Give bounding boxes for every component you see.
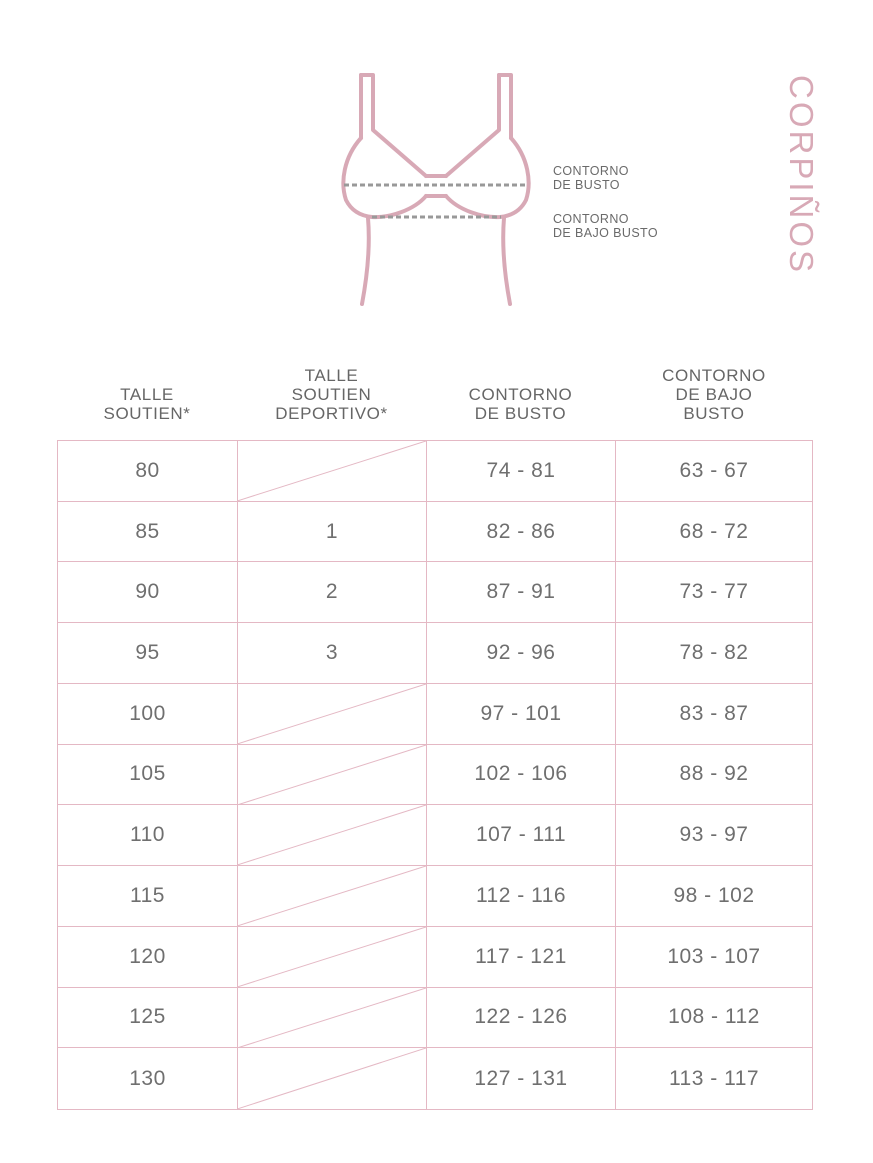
diagonal-slash <box>238 927 426 987</box>
underbust-measure-label-line: DE BAJO BUSTO <box>553 226 658 240</box>
empty-cell-slash <box>238 684 427 744</box>
header-line: TALLE <box>304 366 359 385</box>
bust-measure-label-line: DE BUSTO <box>553 178 620 192</box>
table-cell: 108 - 112 <box>668 1005 760 1029</box>
table-row <box>58 988 812 1049</box>
table-cell: 88 - 92 <box>679 762 749 786</box>
table-cell: 1 <box>238 502 427 562</box>
empty-cell-slash <box>238 988 427 1048</box>
table-cell: 100 <box>58 684 238 744</box>
header-line: DEPORTIVO* <box>275 404 388 423</box>
table-cell: 80 <box>58 441 238 501</box>
table-row <box>58 562 812 623</box>
diagonal-slash <box>238 805 426 865</box>
bust-measure-label <box>553 164 629 192</box>
table-row <box>58 684 812 745</box>
header-contorno-bajo-busto <box>615 363 813 423</box>
header-line: TALLE <box>120 385 174 404</box>
table-cell: 73 - 77 <box>679 580 749 604</box>
diagonal-slash <box>238 866 426 926</box>
table-cell: 130 <box>58 1048 238 1109</box>
empty-cell-slash <box>238 866 427 926</box>
table-cell: 90 <box>58 562 238 622</box>
table-row <box>58 502 812 563</box>
table-cell: 2 <box>238 562 427 622</box>
table-cell: 97 - 101 <box>427 684 616 744</box>
table-row <box>58 745 812 806</box>
header-line: BUSTO <box>683 404 745 423</box>
table-cell: 95 <box>58 623 238 683</box>
table-row <box>58 441 812 502</box>
table-cell: 112 - 116 <box>427 866 616 926</box>
table-cell: 93 - 97 <box>679 823 749 847</box>
empty-cell-slash <box>238 441 427 501</box>
table-cell: 92 - 96 <box>427 623 616 683</box>
header-talle-deportivo <box>237 363 426 423</box>
bra-outline-icon <box>338 72 538 308</box>
header-line: CONTORNO <box>468 385 573 404</box>
table-cell: 113 - 117 <box>668 1066 760 1090</box>
table-cell: 85 <box>58 502 238 562</box>
header-talle-soutien <box>57 363 237 423</box>
table-cell: 102 - 106 <box>427 745 616 805</box>
diagonal-slash <box>238 988 426 1048</box>
header-line: DE BAJO <box>675 385 753 404</box>
table-cell: 122 - 126 <box>427 988 616 1048</box>
table-row <box>58 1048 812 1109</box>
table-row <box>58 866 812 927</box>
header-contorno-busto <box>426 363 615 423</box>
bust-measure-label-line: CONTORNO <box>553 164 629 178</box>
table-cell: 117 - 121 <box>427 927 616 987</box>
table-cell: 82 - 86 <box>427 502 616 562</box>
header-line: SOUTIEN <box>291 385 372 404</box>
diagonal-slash <box>238 441 426 501</box>
empty-cell-slash <box>238 1048 427 1109</box>
table-cell: 68 - 72 <box>679 519 749 543</box>
empty-cell-slash <box>238 927 427 987</box>
diagonal-slash <box>238 1048 426 1109</box>
table-cell: 3 <box>238 623 427 683</box>
table-cell: 87 - 91 <box>427 562 616 622</box>
table-row <box>58 927 812 988</box>
table-cell: 98 - 102 <box>673 883 755 907</box>
table-cell: 125 <box>58 988 238 1048</box>
table-cell: 110 <box>58 805 238 865</box>
page-title: CORPIÑOS <box>783 75 820 276</box>
table-row <box>58 623 812 684</box>
empty-cell-slash <box>238 745 427 805</box>
table-cell: 107 - 111 <box>427 805 616 865</box>
underbust-measure-label-line: CONTORNO <box>553 212 629 226</box>
diagonal-slash <box>238 745 426 805</box>
empty-cell-slash <box>238 805 427 865</box>
table-cell: 120 <box>58 927 238 987</box>
table-cell: 115 <box>58 866 238 926</box>
table-cell: 63 - 67 <box>679 458 749 482</box>
table-cell: 74 - 81 <box>427 441 616 501</box>
size-table <box>57 440 813 1110</box>
table-row <box>58 805 812 866</box>
table-cell: 78 - 82 <box>679 641 749 665</box>
header-line: DE BUSTO <box>474 404 567 423</box>
diagonal-slash <box>238 684 426 744</box>
underbust-measure-label <box>553 212 658 240</box>
table-cell: 127 - 131 <box>427 1048 616 1109</box>
table-cell: 103 - 107 <box>667 944 761 968</box>
table-cell: 105 <box>58 745 238 805</box>
header-line: SOUTIEN* <box>103 404 191 423</box>
header-line: CONTORNO <box>662 366 766 385</box>
table-cell: 83 - 87 <box>679 701 749 725</box>
